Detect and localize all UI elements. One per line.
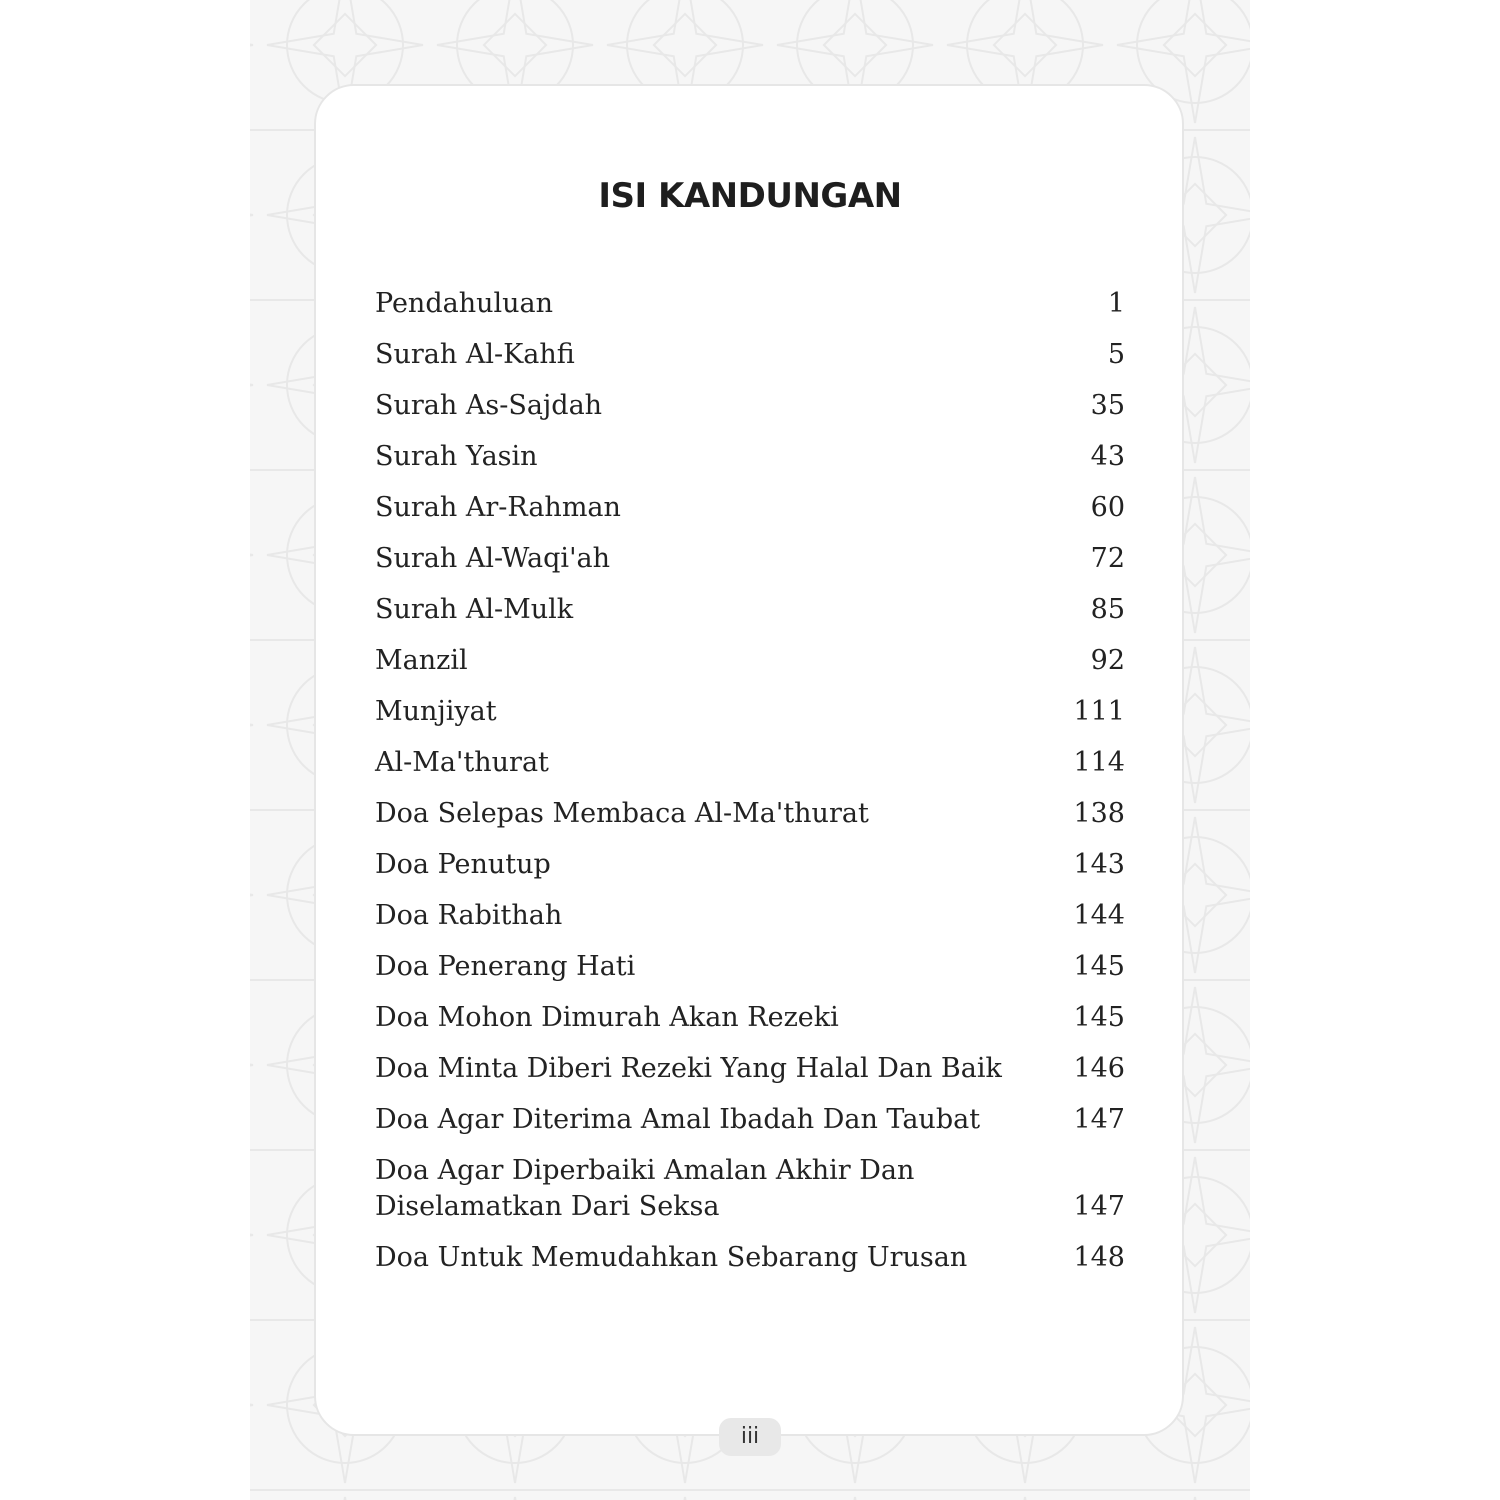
toc-entry — [375, 898, 1125, 934]
toc-entry-page-number: 145 — [1073, 951, 1125, 982]
toc-entry-page-number: 85 — [1090, 594, 1125, 625]
toc-entry — [375, 847, 1125, 883]
toc-entry-page-number: 60 — [1090, 492, 1125, 523]
toc-entry-title-line: Surah Yasin — [375, 441, 538, 472]
toc-entry-title-line: Surah Ar-Rahman — [375, 492, 621, 523]
toc-entry-title — [375, 541, 610, 577]
toc-entry-title — [375, 643, 468, 679]
toc-entry-title-line: Munjiyat — [375, 696, 497, 727]
toc-entry-page-number: 138 — [1073, 798, 1125, 829]
table-of-contents — [375, 286, 1125, 1291]
toc-entry-title — [375, 1000, 839, 1036]
toc-entry-page-number: 145 — [1073, 1002, 1125, 1033]
toc-entry-page-number: 147 — [1073, 1104, 1125, 1135]
toc-entry — [375, 1240, 1125, 1276]
toc-entry — [375, 592, 1125, 628]
toc-entry — [375, 745, 1125, 781]
toc-entry — [375, 949, 1125, 985]
toc-entry-page-number: 144 — [1073, 900, 1125, 931]
toc-entry — [375, 388, 1125, 424]
page-number-badge: iii — [719, 1418, 781, 1456]
toc-entry-title-line: Manzil — [375, 645, 468, 676]
toc-entry-title-line: Doa Agar Diterima Amal Ibadah Dan Taubat — [375, 1104, 981, 1135]
toc-entry-title-line: Pendahuluan — [375, 288, 553, 319]
star-ornament-icon — [250, 987, 260, 1150]
toc-entry-page-number: 92 — [1090, 645, 1125, 676]
toc-entry — [375, 439, 1125, 475]
star-ornament-icon — [250, 817, 260, 980]
toc-entry — [375, 1102, 1125, 1138]
toc-entry-title — [375, 286, 553, 322]
toc-entry-title-line: Surah Al-Waqi'ah — [375, 543, 610, 574]
toc-entry — [375, 694, 1125, 730]
toc-entry-title-line: Surah Al-Kahfi — [375, 339, 575, 370]
toc-entry — [375, 286, 1125, 322]
toc-entry-title-line: Doa Agar Diperbaiki Amalan Akhir Dan — [375, 1155, 915, 1186]
toc-entry-title — [375, 745, 549, 781]
star-ornament-icon — [250, 0, 260, 130]
toc-entry-title-line: Surah Al-Mulk — [375, 594, 574, 625]
star-ornament-icon — [250, 137, 260, 300]
toc-entry-title-line: Doa Minta Diberi Rezeki Yang Halal Dan Baik — [375, 1053, 1002, 1084]
toc-entry-page-number: 147 — [1073, 1191, 1125, 1222]
page-title: ISI KANDUNGAN — [598, 176, 902, 216]
toc-entry-title — [375, 439, 538, 475]
toc-entry-page-number: 143 — [1073, 849, 1125, 880]
toc-entry-title-line: Diselamatkan Dari Seksa — [375, 1191, 720, 1222]
book-page — [250, 0, 1250, 1500]
toc-entry-page-number: 146 — [1073, 1053, 1125, 1084]
toc-entry — [375, 1153, 1125, 1225]
toc-entry-title — [375, 1240, 967, 1276]
toc-entry — [375, 1051, 1125, 1087]
toc-entry-title — [375, 1102, 980, 1138]
toc-entry-title — [375, 796, 869, 832]
toc-entry-title — [375, 490, 621, 526]
toc-entry-title-line: Doa Rabithah — [375, 900, 563, 931]
star-ornament-icon — [250, 1157, 260, 1320]
toc-entry — [375, 541, 1125, 577]
toc-entry-title — [375, 1051, 1002, 1087]
toc-entry-page-number: 148 — [1073, 1242, 1125, 1273]
toc-entry — [375, 1000, 1125, 1036]
toc-entry-title — [375, 898, 562, 934]
star-ornament-icon — [250, 1327, 260, 1490]
toc-entry-title — [375, 949, 635, 985]
toc-entry — [375, 796, 1125, 832]
toc-entry-title-line: Surah As-Sajdah — [375, 390, 603, 421]
toc-entry-title-line: Doa Untuk Memudahkan Sebarang Urusan — [375, 1242, 968, 1273]
toc-entry-title — [375, 1153, 914, 1225]
toc-entry-title — [375, 847, 551, 883]
toc-entry-title — [375, 337, 575, 373]
toc-entry-page-number: 1 — [1107, 288, 1125, 319]
toc-entry-title-line: Doa Penerang Hati — [375, 951, 636, 982]
toc-entry-page-number: 111 — [1073, 696, 1125, 727]
star-ornament-icon — [250, 307, 260, 470]
star-ornament-icon — [250, 647, 260, 810]
toc-entry-title — [375, 592, 573, 628]
toc-entry — [375, 337, 1125, 373]
toc-entry-page-number: 35 — [1090, 390, 1125, 421]
toc-entry-page-number: 72 — [1090, 543, 1125, 574]
toc-entry-page-number: 43 — [1090, 441, 1125, 472]
star-ornament-icon — [250, 477, 260, 640]
toc-entry-title — [375, 388, 602, 424]
toc-entry-title-line: Doa Mohon Dimurah Akan Rezeki — [375, 1002, 839, 1033]
toc-entry-page-number: 114 — [1073, 747, 1125, 778]
toc-entry-title — [375, 694, 497, 730]
toc-entry-title-line: Doa Selepas Membaca Al-Ma'thurat — [375, 798, 869, 829]
toc-entry — [375, 643, 1125, 679]
toc-entry-page-number: 5 — [1107, 339, 1125, 370]
toc-entry — [375, 490, 1125, 526]
toc-entry-title-line: Al-Ma'thurat — [375, 747, 549, 778]
toc-entry-title-line: Doa Penutup — [375, 849, 551, 880]
